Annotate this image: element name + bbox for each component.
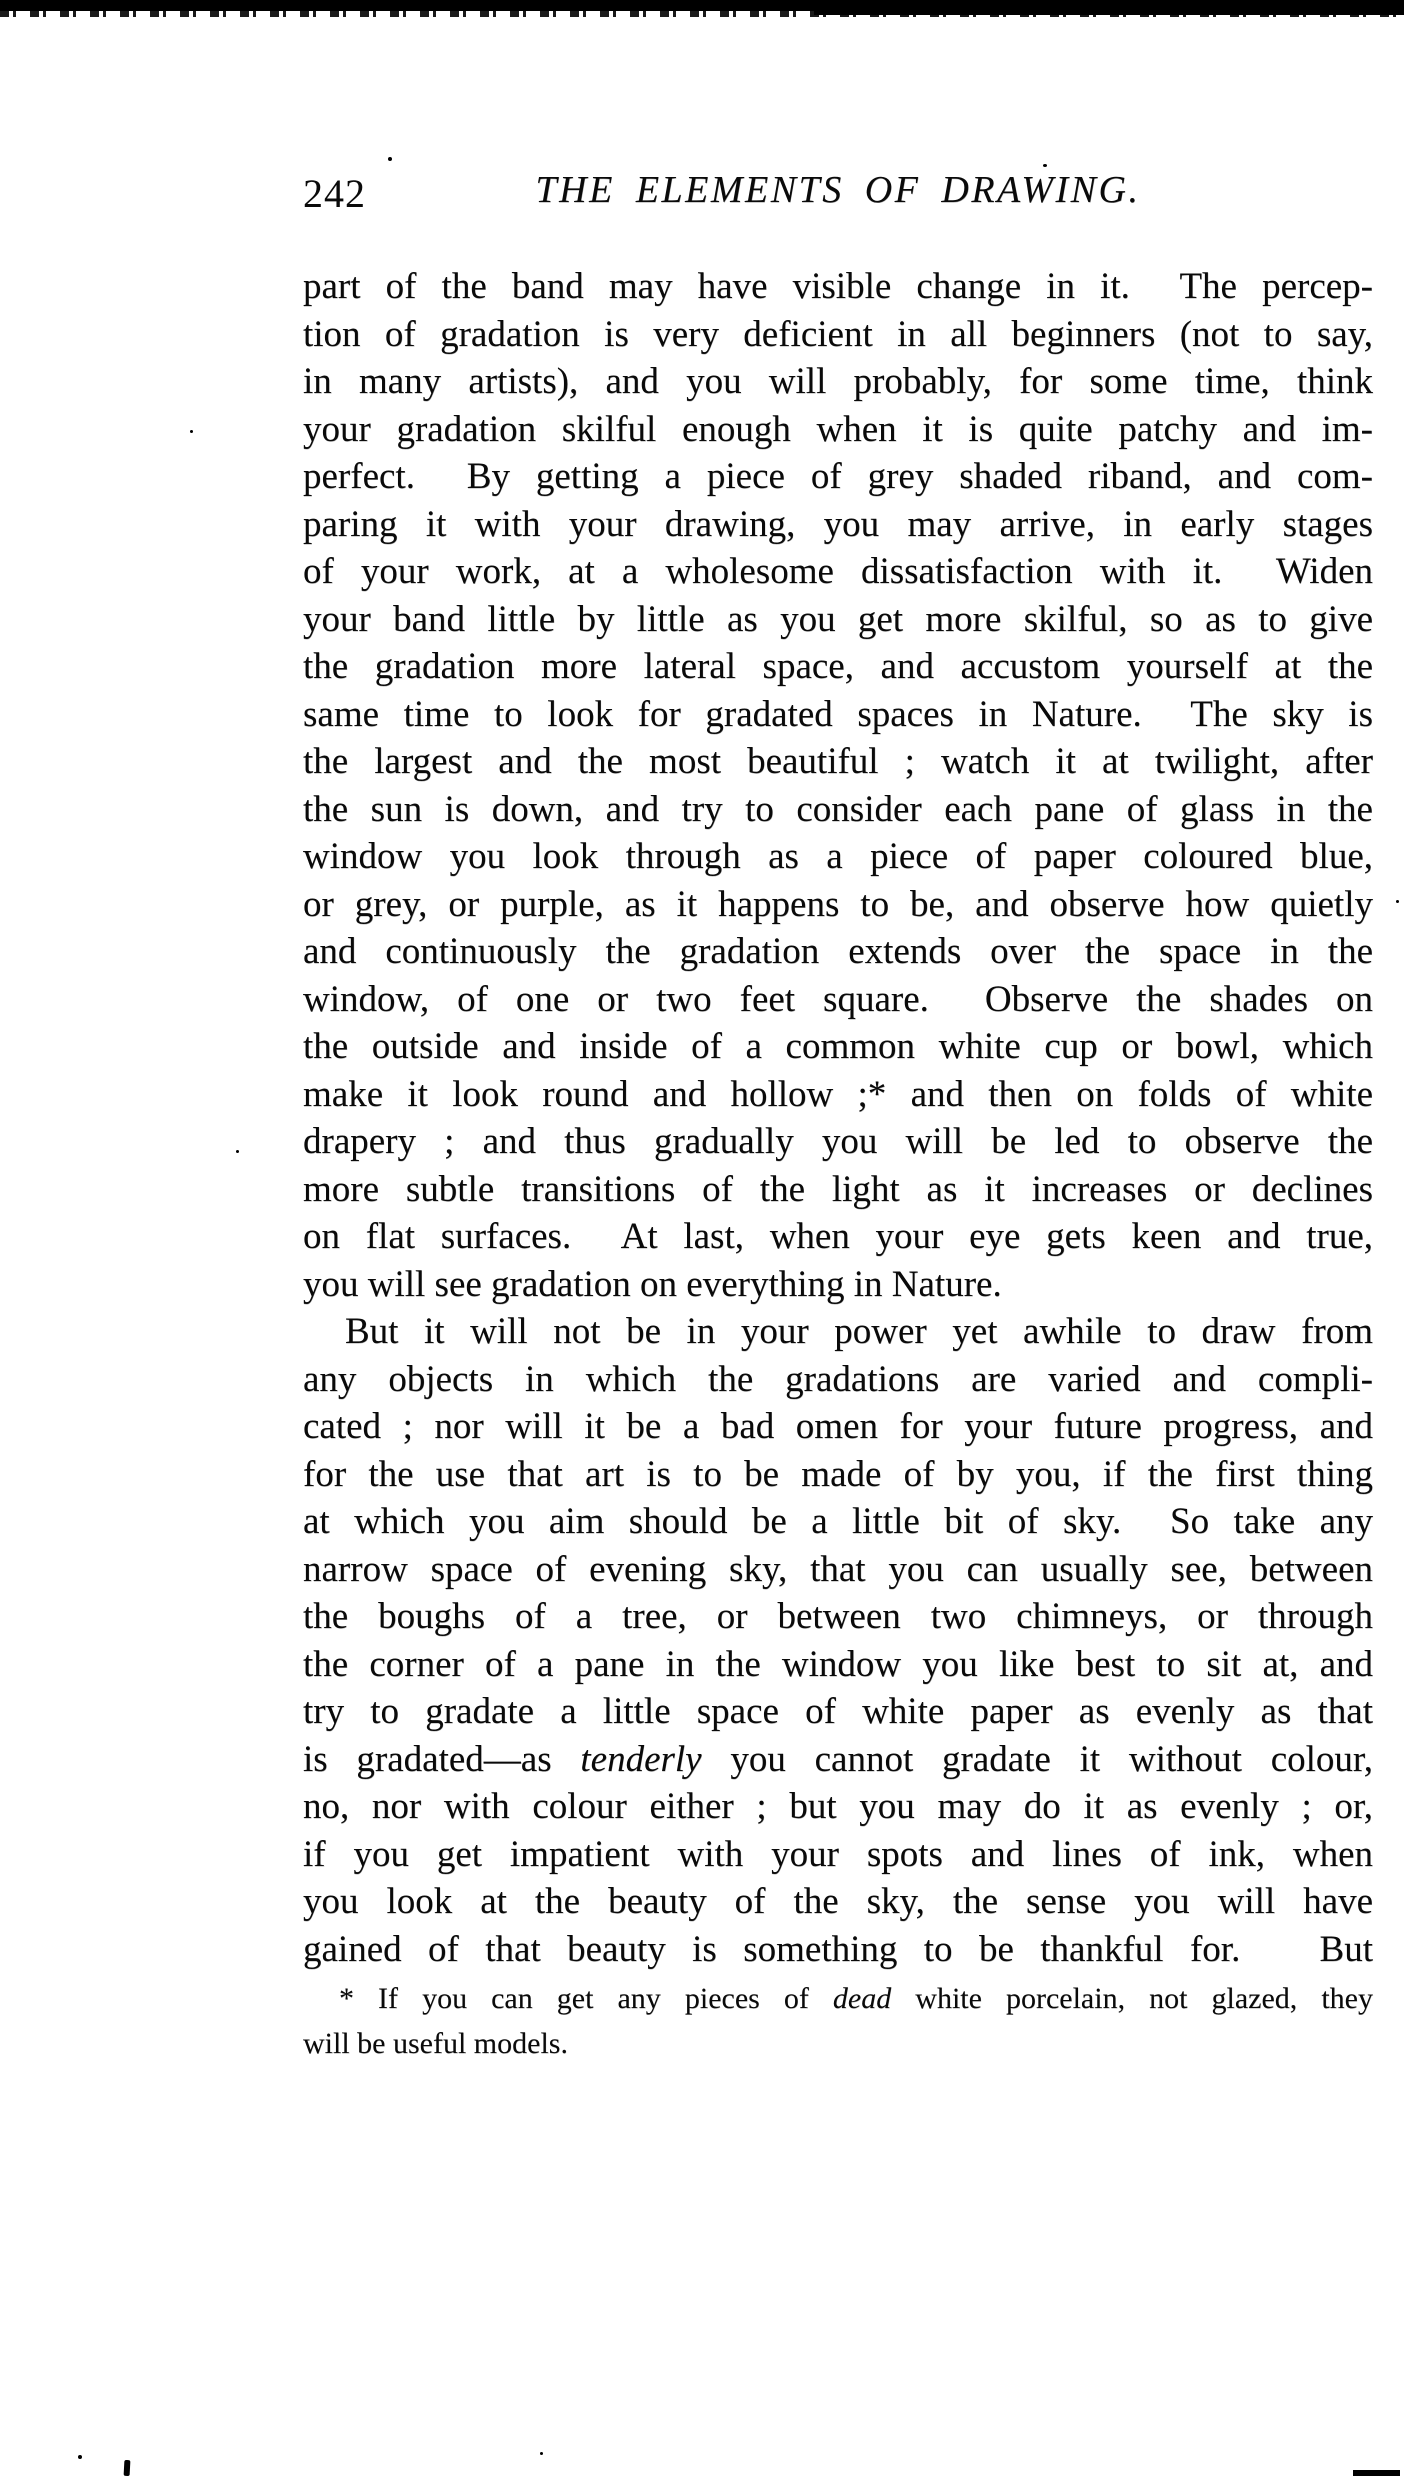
body-line: paring it with your drawing, you may arrive, in early stages	[303, 503, 1373, 545]
body-line: is gradated—as tenderly you cannot gradate it without colour,	[303, 1738, 1374, 1780]
body-line: no, nor with colour either ; but you may do it as evenly ; or,	[303, 1786, 1373, 1827]
scan-edge-bar	[0, 0, 1404, 11]
body-line: the largest and the most beautiful ; watch it at twilight, after	[303, 741, 1373, 782]
body-line: gained of that beauty is something to be thankful for. But	[303, 1928, 1373, 1970]
body-line: But it will not be in your power yet awhile to draw from	[345, 1311, 1373, 1352]
body-line: of your work, at a wholesome dissatisfaction with it. Widen	[303, 551, 1373, 592]
scan-speck	[236, 1150, 239, 1153]
scan-speck	[1396, 900, 1399, 903]
body-line: part of the band may have visible change in it. The percep-	[303, 266, 1373, 307]
body-line: perfect. By getting a piece of grey shaded riband, and com-	[303, 456, 1373, 497]
body-line: any objects in which the gradations are varied and compli-	[303, 1358, 1373, 1400]
body-text	[303, 263, 1373, 1973]
scan-edge-bar-fragment	[814, 11, 1404, 15]
body-line: drapery ; and thus gradually you will be led to observe the	[303, 1121, 1373, 1162]
scan-speck	[1353, 2470, 1400, 2476]
body-line: your gradation skilful enough when it is quite patchy and im-	[303, 408, 1373, 450]
body-line: try to gradate a little space of white paper as evenly as that	[303, 1691, 1373, 1732]
body-line: the outside and inside of a common white cup or bowl, which	[303, 1026, 1373, 1067]
body-line: the gradation more lateral space, and accustom yourself at the	[303, 646, 1373, 687]
body-line: and continuously the gradation extends over the space in the	[303, 931, 1373, 972]
footnote	[303, 1976, 1373, 2066]
body-line: cated ; nor will it be a bad omen for your future progress, and	[303, 1406, 1373, 1447]
body-line: window you look through as a piece of paper coloured blue,	[303, 836, 1373, 877]
body-line: the corner of a pane in the window you like best to sit at, and	[303, 1643, 1373, 1685]
body-line: you look at the beauty of the sky, the sense you will have	[303, 1881, 1373, 1922]
body-line: same time to look for gradated spaces in Nature. The sky is	[303, 693, 1373, 735]
body-line: on flat surfaces. At last, when your eye gets keen and true,	[303, 1216, 1373, 1257]
scan-speck	[190, 430, 193, 433]
footnote-line: * If you can get any pieces of dead white porcelain, not glazed, they	[339, 1982, 1373, 2015]
body-line: window, of one or two feet square. Observe the shades on	[303, 978, 1373, 1020]
body-line: you will see gradation on everything in Nature.	[303, 1263, 1002, 1305]
footnote-line: will be useful models.	[303, 2027, 568, 2060]
body-line: more subtle transitions of the light as it increases or declines	[303, 1168, 1373, 1210]
body-line: in many artists), and you will probably, for some time, think	[303, 361, 1373, 402]
body-line: the boughs of a tree, or between two chimneys, or through	[303, 1596, 1373, 1637]
body-line: narrow space of evening sky, that you can usually see, between	[303, 1548, 1373, 1590]
body-line: if you get impatient with your spots and lines of ink, when	[303, 1833, 1373, 1875]
scan-speck	[124, 2460, 131, 2476]
body-line: your band little by little as you get more skilful, so as to give	[303, 598, 1373, 640]
body-line: the sun is down, and try to consider each pane of glass in the	[303, 788, 1373, 830]
scan-speck	[78, 2455, 82, 2459]
scan-speck	[1043, 164, 1047, 167]
page-header	[303, 166, 1373, 218]
page-number: 242	[303, 171, 366, 216]
body-line: make it look round and hollow ;* and then on folds of white	[303, 1073, 1373, 1115]
body-line: for the use that art is to be made of by you, if the first thing	[303, 1453, 1373, 1495]
body-line: at which you aim should be a little bit of sky. So take any	[303, 1501, 1373, 1542]
body-line: tion of gradation is very deficient in all beginners (not to say,	[303, 313, 1373, 355]
scan-speck	[540, 2452, 543, 2455]
running-title: THE ELEMENTS OF DRAWING.	[535, 169, 1141, 211]
scan-speck	[388, 157, 392, 161]
body-line: or grey, or purple, as it happens to be, and observe how quietly	[303, 883, 1373, 925]
